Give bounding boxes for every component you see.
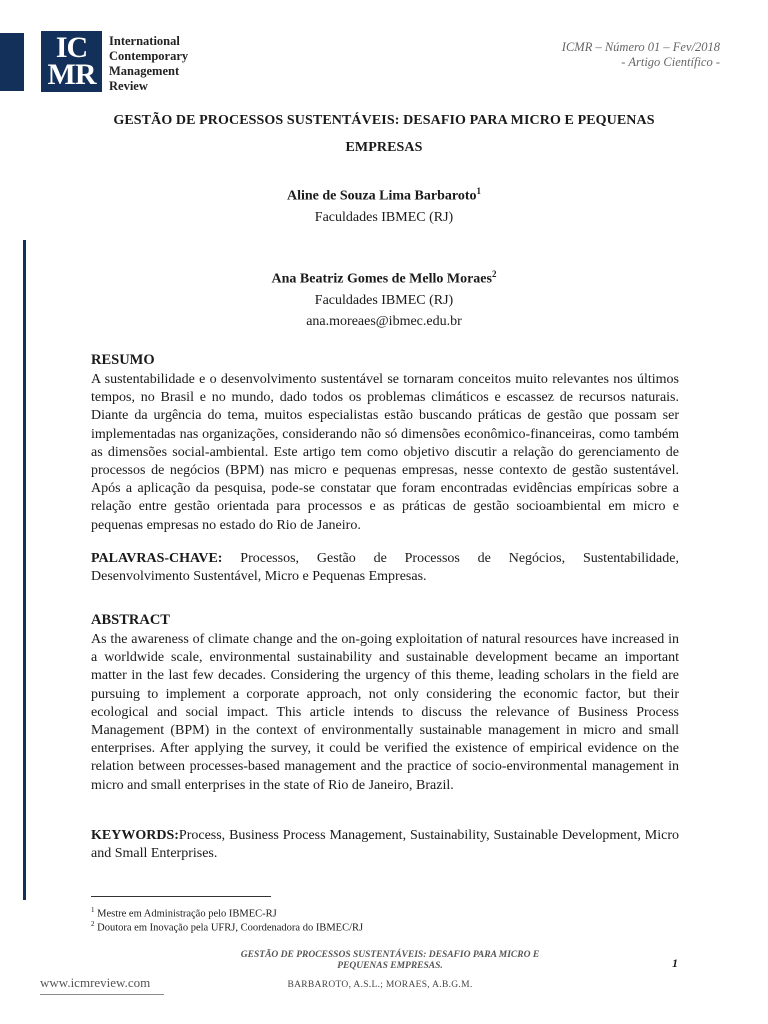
running-footer-authors: BARBAROTO, A.S.L.; MORAES, A.B.G.M.: [287, 980, 473, 990]
keywords-label: PALAVRAS-CHAVE:: [91, 551, 223, 566]
footnote-divider: [91, 896, 271, 897]
footnote-ref: 1: [476, 186, 482, 196]
issue-number: ICMR – Número 01 – Fev/2018: [561, 40, 720, 54]
author-block-2: [0, 264, 768, 332]
logo-line-1: IC: [55, 31, 88, 64]
article-type: - Artigo Científico -: [621, 55, 720, 69]
author-block-1: [0, 181, 768, 228]
journal-name-line: International: [109, 34, 180, 48]
keywords-label: KEYWORDS:: [91, 828, 179, 843]
footnote-ref: 2: [491, 269, 497, 279]
abstract-keywords: [91, 827, 679, 863]
logo-line-2: MR: [47, 58, 96, 91]
title-line-2: EMPRESAS: [345, 140, 423, 155]
keywords-list: Process, Business Process Management, Sustainability, Sustainable Development, Micro and Small Enterprises.: [91, 828, 679, 862]
resumo-text: A sustentabilidade e o desenvolvimento sustentável se tornaram conceitos muito relevantes nos últimos tempos, no Brasil e no mundo, dado todos os problemas climáticos e escassez de recursos naturais. Diante da urgência do tema, muitos especialistas estão buscando práticas de gestão que possam ser implementadas nas organizações, considerando não só dimensões econômico-financeiras, como também as dimensões social-ambiental. Este artigo tem como objetivo discutir a relação do gerenciamento de processos de negócios (BPM) nas micro e pequenas empresas, nesse contexto de gestão sustentável. Após a aplicação da pesquisa, pode-se constatar que foram encontradas evidências empíricas sobre a relação entre gestão orientada para processos e as práticas de gestão socioambiental em micro e pequenas empresas no estado do Rio de Janeiro.: [91, 372, 679, 533]
article-title: [88, 107, 680, 161]
abstract-text: As the awareness of climate change and the on-going exploitation of natural resources have increased in a worldwide scale, environmental sustainability and sustainable development became an important matter in the last few decades. Considering the urgency of this theme, leading scholars in the field are pursuing to implement a corporate approach, not only considering the economic factor, but their ecological and social impact. This article intends to discuss the relevance of Business Process Management (BPM) in the context of environmentally sustainable management in micro and small enterprises. After applying the survey, it could be verified the existence of empirical evidence on the relation between processes-based management and the practice of socio-environmental management in micro and small enterprises in the state of Rio de Janeiro, Brazil.: [91, 632, 679, 793]
running-footer-title: GESTÃO DE PROCESSOS SUSTENTÁVEIS: DESAFIO PARA MICRO E PEQUENAS EMPRESAS.: [240, 950, 540, 971]
website-underline: [40, 994, 164, 995]
brand-bar-decoration: [0, 33, 24, 91]
author-name: Aline de Souza Lima Barbaroto$^1$: [286, 186, 482, 204]
keywords-list: Processos, Gestão de Processos de Negócios, Sustentabilidade, Desenvolvimento Sustentável, Micro e Pequenas Empresas.: [91, 551, 679, 585]
author-email[interactable]: ana.moreaes@ibmec.edu.br: [306, 313, 462, 329]
journal-logo: [41, 31, 102, 92]
author-affiliation: Faculdades IBMEC (RJ): [314, 209, 454, 225]
author-name: Ana Beatriz Gomes de Mello Moraes$^2$: [271, 269, 497, 287]
abstract-heading: ABSTRACT: [91, 612, 170, 628]
journal-name-line: Contemporary: [109, 49, 189, 63]
journal-name-line: Management: [109, 64, 180, 78]
resumo-keywords: [91, 550, 679, 586]
title-line-1: GESTÃO DE PROCESSOS SUSTENTÁVEIS: DESAFIO PARA MICRO E PEQUENAS: [113, 113, 655, 128]
journal-website-link[interactable]: www.icmreview.com: [40, 975, 151, 990]
footnote-1: $^1$ Mestre em Administração pelo IBMEC-RJ: [91, 906, 277, 920]
journal-name: [109, 34, 188, 94]
page-margin-bar: [23, 240, 26, 900]
issue-info: [562, 40, 720, 70]
page-number: 1: [672, 956, 678, 970]
footnote-2: $^2$ Doutora em Inovação pela UFRJ, Coordenadora do IBMEC/RJ: [91, 920, 364, 934]
journal-name-line: Review: [109, 79, 148, 93]
resumo-heading: RESUMO: [91, 352, 155, 368]
author-affiliation: Faculdades IBMEC (RJ): [314, 292, 454, 308]
